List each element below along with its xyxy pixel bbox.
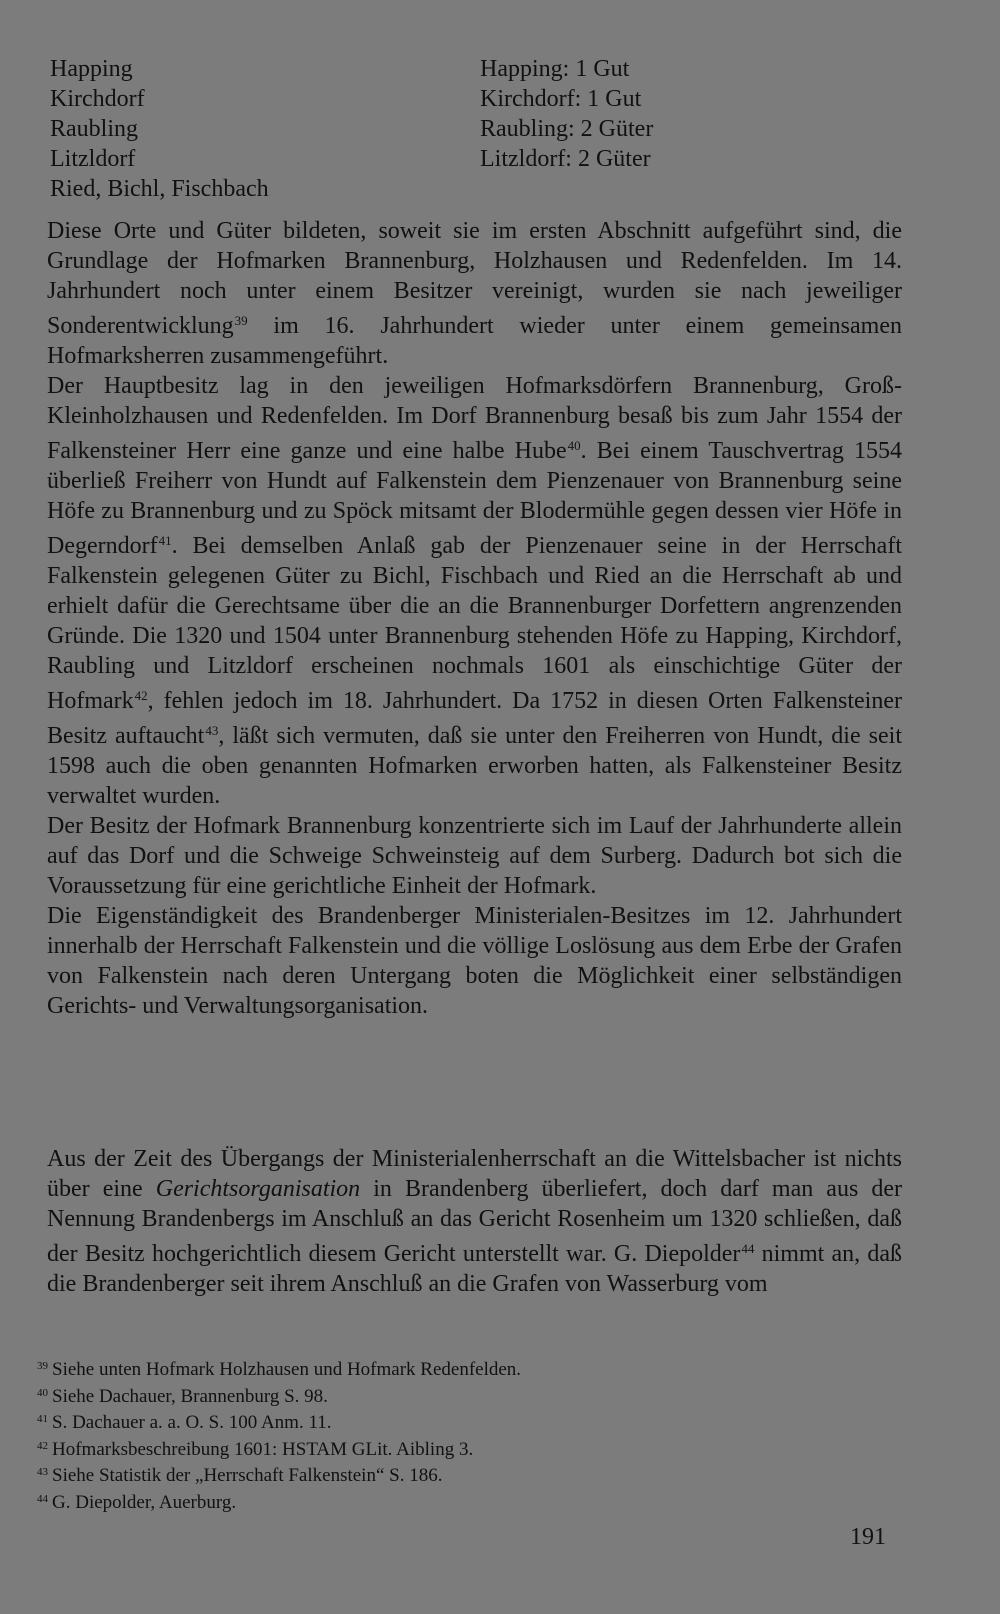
text-run: . Bei demselben Anlaß gab der Pienzenauer seine in der Herrschaft Falkenstein gelegenen Güter zu Bichl, Fischbach und Ried an die Herrschaft ab und erhielt dafür die Gerechtsame über die an die Brannenburger Dorfettern angrenzenden Gründe. Die 1320 und 1504 unter Brannenburg stehenden Höfe zu Happing, Kirchdorf, Raubling und Litzldorf erscheinen nochmals 1601 als einschichtige Güter der Hofmark bbox=[47, 533, 902, 714]
footnote-number: 43 bbox=[37, 1466, 48, 1478]
footnote bbox=[37, 1355, 521, 1382]
page-number: 191 bbox=[850, 1524, 886, 1550]
holding-entry: Happing: 1 Gut bbox=[480, 56, 630, 82]
text-run: nimmt an, daß die Brandenberger seit ihrem Anschluß an die Grafen von Wasserburg vom bbox=[47, 1241, 902, 1297]
holding-entry: Litzldorf: 2 Güter bbox=[480, 146, 651, 172]
text-run: . Bei einem Tauschvertrag 1554 überließ Freiherr von Hundt auf Falkenstein dem Pienzenauer von Brannenburg seine Höfe zu Brannenburg und zu Spöck mitsamt der Blodermühle gegen dessen vier Höfe in Degerndorf bbox=[47, 438, 903, 559]
footnote-ref: 44 bbox=[741, 1241, 755, 1256]
paragraph bbox=[47, 371, 902, 811]
place-list-right bbox=[480, 54, 653, 174]
place-entry: Ried, Bichl, Fischbach bbox=[50, 176, 269, 202]
footnote-ref: 43 bbox=[205, 723, 219, 738]
footnote-text: Siehe Dachauer, Brannenburg S. 98. bbox=[52, 1385, 328, 1407]
footnote-text: Hofmarksbeschreibung 1601: HSTAM GLit. Aibling 3. bbox=[52, 1438, 474, 1460]
place-entry: Kirchdorf bbox=[50, 86, 145, 112]
footnote-ref: 42 bbox=[134, 688, 148, 703]
holding-entry: Raubling: 2 Güter bbox=[480, 116, 654, 142]
footnote bbox=[37, 1408, 521, 1435]
footnote-number: 41 bbox=[37, 1413, 48, 1425]
footnote bbox=[37, 1435, 521, 1462]
text-run: im 16. Jahrhundert wieder unter einem gemeinsamen Hofmarksherren zusammengeführt. bbox=[47, 313, 902, 369]
footnote-number: 44 bbox=[37, 1492, 48, 1505]
footnote-text: S. Dachauer a. a. O. S. 100 Anm. 11. bbox=[52, 1412, 332, 1433]
text-run: , läßt sich vermuten, daß sie unter den Freiherren von Hundt, die seit 1598 auch die oben genannten Hofmarken erworben hatten, als Falkensteiner Besitz verwaltet wurden. bbox=[47, 723, 903, 809]
place-entry: Litzldorf bbox=[50, 146, 136, 172]
footnote-number: 40 bbox=[37, 1386, 48, 1399]
main-text-lower bbox=[47, 1144, 902, 1299]
footnote-text: Siehe unten Hofmark Holzhausen und Hofmark Redenfelden. bbox=[52, 1359, 522, 1380]
paragraph bbox=[47, 1144, 902, 1299]
text-run: Diese Orte und Güter bildeten, soweit sie im ersten Abschnitt aufgeführt sind, die Grundlage der Hofmarken Brannenburg, Holzhausen und Redenfelden. Im 14. Jahrhundert noch unter einem Besitzer vereinigt, wurden sie nach jeweiliger Sonderentwicklung bbox=[47, 218, 902, 339]
text-run: Der Hauptbesitz lag in den jeweiligen Hofmarksdörfern Brannenburg, Groß-Kleinholzhausen und Redenfelden. Im Dorf Brannenburg besaß bis zum Jahr 1554 der Falkensteiner Herr eine ganze und eine halbe Hube bbox=[47, 373, 902, 464]
text-run: , fehlen jedoch im 18. Jahrhundert. Da 1752 in diesen Orten Falkensteiner Besitz auftaucht bbox=[47, 688, 902, 749]
footnote-ref: 41 bbox=[158, 533, 172, 548]
paragraph: Der Besitz der Hofmark Brannenburg konzentrierte sich im Lauf der Jahrhunderte allein auf das Dorf und die Schweige Schweinsteig auf dem Surberg. Dadurch bot sich die Voraussetzung für eine gerichtliche Einheit der Hofmark. bbox=[47, 813, 902, 899]
footnote-text: Siehe Statistik der „Herrschaft Falkenstein“ S. 186. bbox=[52, 1465, 443, 1486]
text-run: Aus der Zeit des Übergangs der Ministerialenherrschaft an die Wittelsbacher ist nichts über eine bbox=[47, 1146, 902, 1202]
place-entry: Happing bbox=[50, 56, 133, 82]
place-entry: Raubling bbox=[50, 116, 138, 142]
text-run: in Brandenberg überliefert, doch darf man aus der Nennung Brandenbergs im Anschluß an das Gericht Rosenheim um 1320 schließen, daß der Besitz hochgerichtlich diesem Gericht unterstellt war. G. Diepolder bbox=[47, 1176, 902, 1267]
footnote bbox=[37, 1488, 521, 1515]
footnote-ref: 40 bbox=[567, 438, 581, 453]
footnote-number: 42 bbox=[37, 1439, 48, 1452]
holding-entry: Kirchdorf: 1 Gut bbox=[480, 86, 642, 112]
footnote bbox=[37, 1461, 521, 1488]
footnote-number: 39 bbox=[37, 1360, 48, 1372]
paragraph: Die Eigenständigkeit des Brandenberger Ministerialen-Besitzes im 12. Jahrhundert innerhalb der Herrschaft Falkenstein und die völlige Loslösung aus dem Erbe der Grafen von Falkenstein nach deren Untergang boten die Möglichkeit einer selbständigen Gerichts- und Verwaltungsorganisation. bbox=[47, 903, 902, 1019]
footnote-ref: 39 bbox=[234, 313, 248, 328]
emphasis-term: Gerichtsorganisation bbox=[155, 1176, 361, 1202]
footnotes bbox=[37, 1355, 521, 1514]
main-text-upper bbox=[47, 216, 902, 1021]
place-list-left bbox=[50, 54, 269, 204]
footnote bbox=[37, 1382, 521, 1409]
footnote-text: G. Diepolder, Auerburg. bbox=[52, 1491, 237, 1513]
paragraph bbox=[47, 216, 902, 371]
